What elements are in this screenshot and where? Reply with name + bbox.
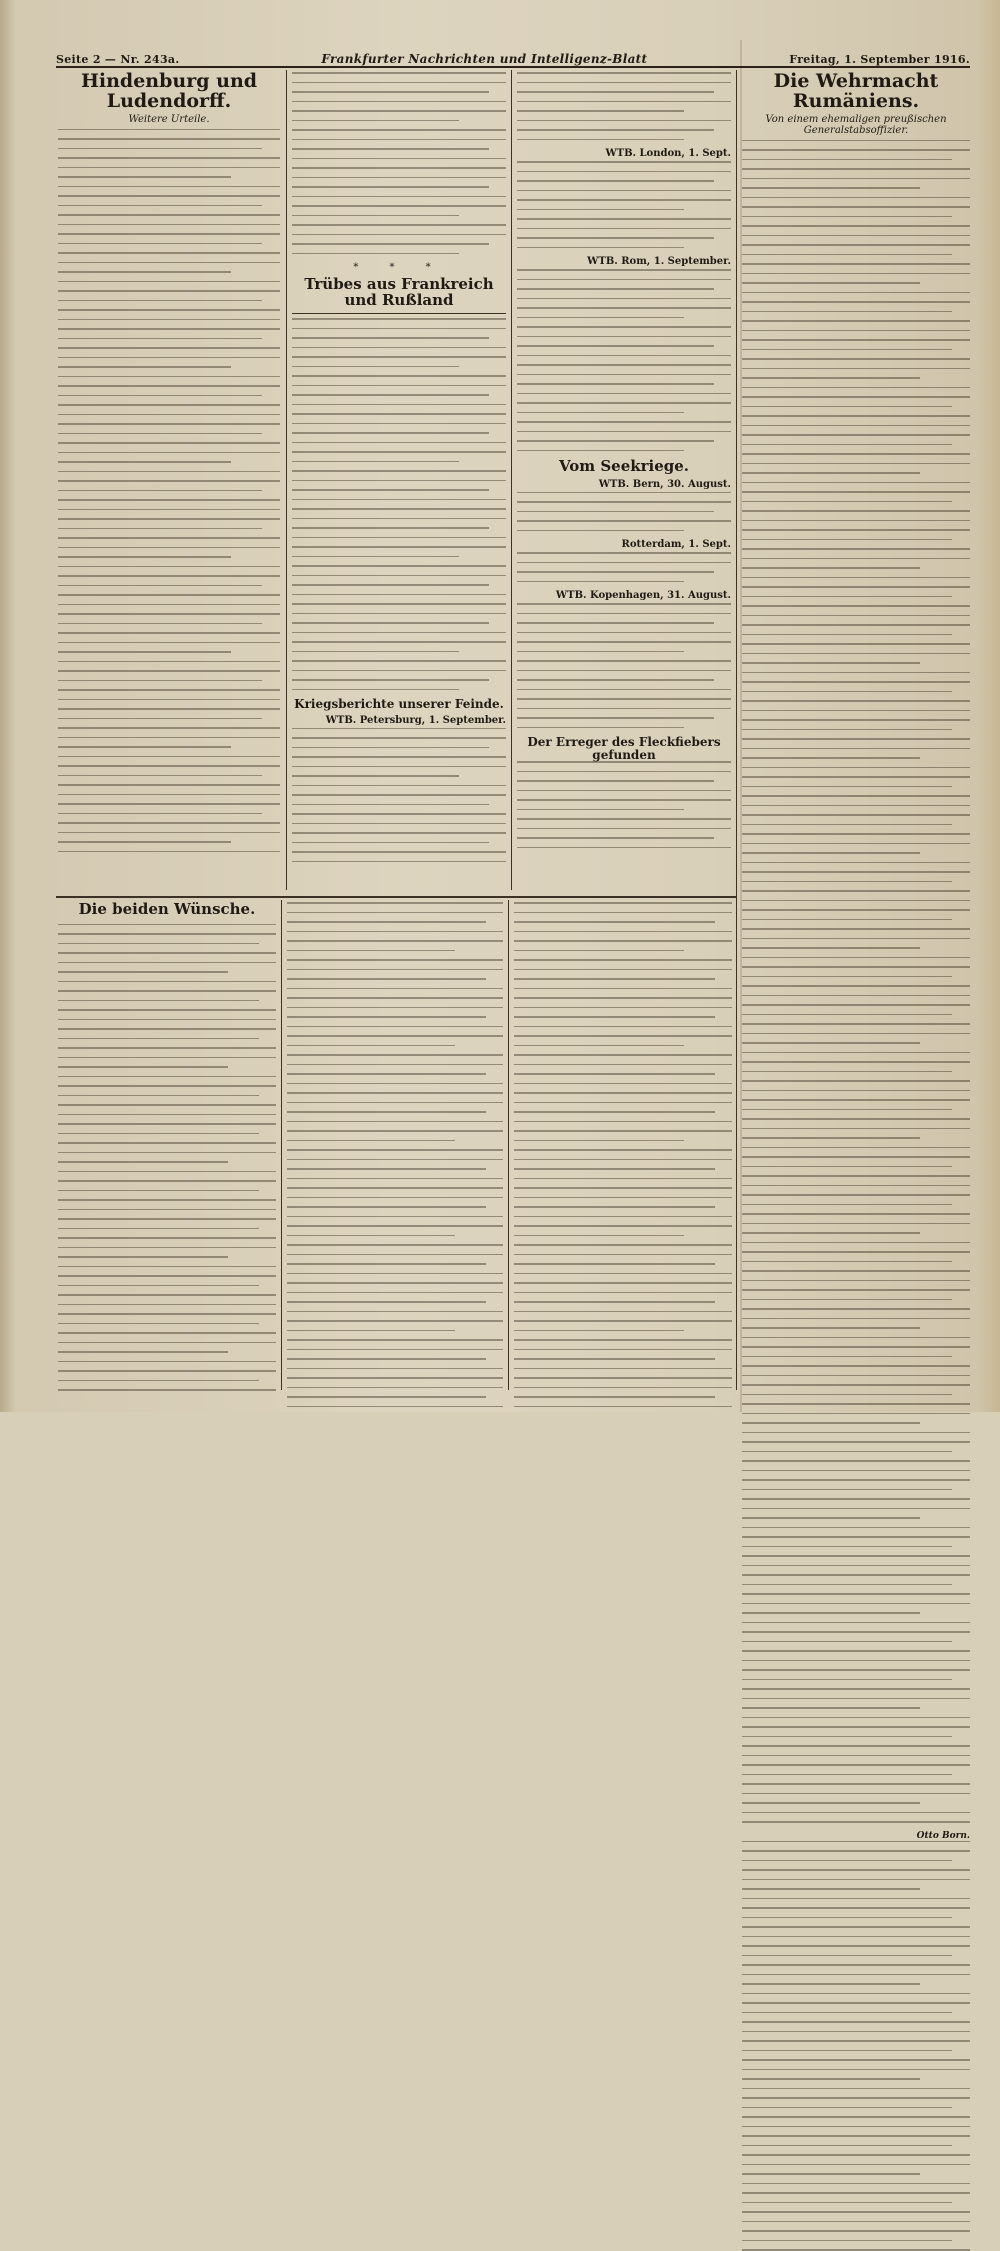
- dateline-rom: WTB. Rom, 1. September.: [587, 256, 731, 267]
- page-edge-shadow-right: [978, 0, 1000, 1412]
- article-rom-lines: [517, 269, 731, 451]
- dateline-london: WTB. London, 1. Sept.: [605, 148, 731, 159]
- headline-underline: [292, 313, 506, 315]
- headline-die-beiden-wuensche: Die beiden Wünsche.: [78, 900, 256, 918]
- column-2: [292, 72, 506, 890]
- feuilleton-lines-1: [58, 924, 276, 1391]
- article-kopenhagen-lines: [517, 603, 731, 728]
- feuilleton-rule-2: [508, 900, 509, 1390]
- page-edge-shadow-left: [0, 0, 16, 1412]
- article-hindenburg-lines: [58, 129, 280, 853]
- dateline-bern: WTB. Bern, 30. August.: [598, 478, 731, 490]
- signature-otto-born: Otto Born.: [916, 1830, 970, 1841]
- masthead-paper-title: Frankfurter Nachrichten und Intelligenz-Blatt: [321, 52, 648, 66]
- column-rule-3: [736, 70, 737, 1390]
- headline-wehrmacht: Die Wehrmacht Rumäniens.: [773, 70, 939, 112]
- feuilleton-lines-2: [287, 902, 503, 1407]
- article-rotterdam-lines: [517, 552, 731, 582]
- feuilleton-lines-3: [514, 902, 732, 1407]
- feuilleton-column-2: [287, 902, 503, 1390]
- article-col2-top-lines: [292, 72, 506, 254]
- subhead-weitere-urteile: Weitere Urteile.: [128, 113, 210, 125]
- article-fleckfieber-lines: [517, 761, 731, 848]
- article-london-lines: [517, 161, 731, 248]
- masthead-date: Freitag, 1. September 1916.: [789, 53, 970, 66]
- headline-hindenburg: Hindenburg und Ludendorff.: [80, 70, 258, 112]
- feuilleton-column-3: [514, 902, 732, 1390]
- article-bern-lines: [517, 492, 731, 532]
- article-col3-top-lines: [517, 72, 731, 140]
- column-rule-1: [286, 70, 287, 890]
- section-separator-stars: * * *: [353, 262, 445, 273]
- headline-truebes: Trübes aus Frankreich und Rußland: [304, 275, 494, 309]
- dateline-rotterdam: Rotterdam, 1. Sept.: [621, 539, 731, 551]
- column-3: [517, 72, 731, 890]
- column-4: [742, 70, 970, 1841]
- article-wehrmacht-lines: [742, 140, 970, 1823]
- masthead: [56, 44, 970, 68]
- feuilleton-column-1: [58, 902, 276, 1390]
- feuilleton-rule-1: [281, 900, 282, 1390]
- dateline-kopenhagen: WTB. Kopenhagen, 31. August.: [555, 590, 731, 602]
- article-col4-bottom-lines: [742, 1841, 970, 2251]
- column-rule-2: [511, 70, 512, 890]
- headline-fleckfieber: Der Erreger des Fleckfiebers gefunden: [527, 735, 721, 762]
- dateline-petersburg: WTB. Petersburg, 1. September.: [325, 714, 506, 726]
- headline-kriegsberichte: Kriegsberichte unserer Feinde.: [294, 697, 504, 711]
- feuilleton-divider: [56, 896, 736, 898]
- article-truebes-lines: [292, 318, 506, 690]
- article-kriegsberichte-lines: [292, 728, 506, 863]
- column-1: [58, 72, 280, 890]
- masthead-page-number: Seite 2 — Nr. 243a.: [56, 53, 180, 66]
- headline-seekriege: Vom Seekriege.: [558, 457, 690, 475]
- subhead-generalstabsoffizier: Von einem ehemaligen preußischen Generalstabsoffizier.: [765, 113, 947, 136]
